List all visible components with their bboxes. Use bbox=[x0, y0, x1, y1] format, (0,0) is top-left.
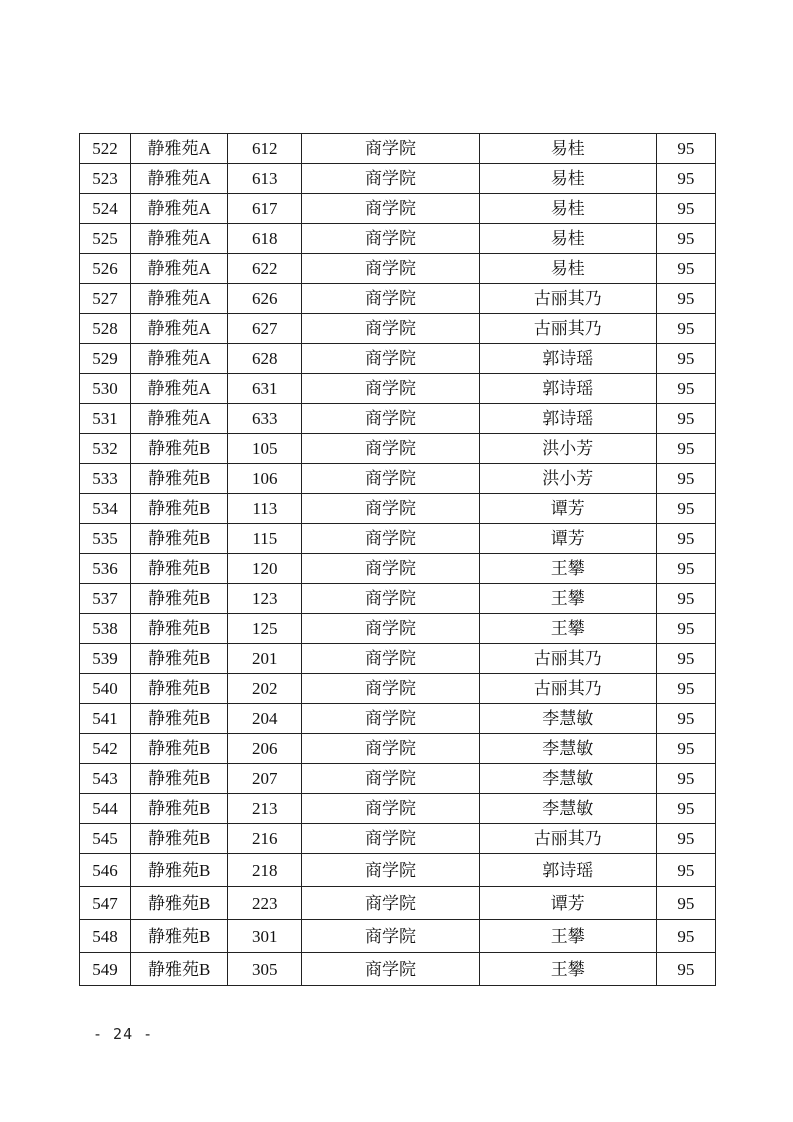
cell-building: 静雅苑A bbox=[131, 224, 228, 254]
cell-building: 静雅苑A bbox=[131, 374, 228, 404]
cell-college: 商学院 bbox=[302, 254, 479, 284]
cell-name: 易桂 bbox=[479, 254, 656, 284]
cell-number: 528 bbox=[80, 314, 131, 344]
cell-room: 631 bbox=[228, 374, 302, 404]
cell-number: 535 bbox=[80, 524, 131, 554]
cell-name: 易桂 bbox=[479, 134, 656, 164]
table-row bbox=[80, 134, 716, 164]
cell-number: 534 bbox=[80, 494, 131, 524]
cell-number: 540 bbox=[80, 674, 131, 704]
cell-name: 王攀 bbox=[479, 554, 656, 584]
cell-building: 静雅苑B bbox=[131, 704, 228, 734]
cell-number: 543 bbox=[80, 764, 131, 794]
cell-building: 静雅苑B bbox=[131, 554, 228, 584]
cell-name: 易桂 bbox=[479, 194, 656, 224]
table-row bbox=[80, 464, 716, 494]
cell-building: 静雅苑B bbox=[131, 764, 228, 794]
cell-score: 95 bbox=[656, 554, 715, 584]
cell-score: 95 bbox=[656, 764, 715, 794]
table-row bbox=[80, 344, 716, 374]
cell-number: 536 bbox=[80, 554, 131, 584]
cell-score: 95 bbox=[656, 614, 715, 644]
cell-building: 静雅苑B bbox=[131, 494, 228, 524]
cell-number: 532 bbox=[80, 434, 131, 464]
table-row bbox=[80, 704, 716, 734]
table-row bbox=[80, 374, 716, 404]
cell-building: 静雅苑A bbox=[131, 164, 228, 194]
cell-room: 301 bbox=[228, 920, 302, 953]
cell-name: 谭芳 bbox=[479, 524, 656, 554]
cell-score: 95 bbox=[656, 824, 715, 854]
cell-room: 223 bbox=[228, 887, 302, 920]
cell-score: 95 bbox=[656, 794, 715, 824]
cell-room: 218 bbox=[228, 854, 302, 887]
cell-room: 105 bbox=[228, 434, 302, 464]
cell-college: 商学院 bbox=[302, 854, 479, 887]
cell-score: 95 bbox=[656, 584, 715, 614]
cell-name: 郭诗瑶 bbox=[479, 404, 656, 434]
cell-score: 95 bbox=[656, 674, 715, 704]
cell-name: 李慧敏 bbox=[479, 794, 656, 824]
cell-room: 613 bbox=[228, 164, 302, 194]
cell-building: 静雅苑B bbox=[131, 887, 228, 920]
cell-score: 95 bbox=[656, 887, 715, 920]
cell-number: 522 bbox=[80, 134, 131, 164]
cell-score: 95 bbox=[656, 374, 715, 404]
cell-college: 商学院 bbox=[302, 584, 479, 614]
cell-college: 商学院 bbox=[302, 764, 479, 794]
table-row bbox=[80, 554, 716, 584]
cell-score: 95 bbox=[656, 164, 715, 194]
cell-score: 95 bbox=[656, 704, 715, 734]
cell-number: 542 bbox=[80, 734, 131, 764]
cell-number: 545 bbox=[80, 824, 131, 854]
cell-college: 商学院 bbox=[302, 374, 479, 404]
cell-score: 95 bbox=[656, 920, 715, 953]
cell-score: 95 bbox=[656, 344, 715, 374]
page-number: - 24 - bbox=[93, 1025, 154, 1043]
cell-college: 商学院 bbox=[302, 284, 479, 314]
cell-college: 商学院 bbox=[302, 824, 479, 854]
cell-college: 商学院 bbox=[302, 434, 479, 464]
cell-building: 静雅苑B bbox=[131, 644, 228, 674]
table-row bbox=[80, 164, 716, 194]
cell-score: 95 bbox=[656, 734, 715, 764]
table-row bbox=[80, 494, 716, 524]
cell-number: 546 bbox=[80, 854, 131, 887]
table-row bbox=[80, 764, 716, 794]
cell-building: 静雅苑B bbox=[131, 614, 228, 644]
cell-college: 商学院 bbox=[302, 644, 479, 674]
cell-number: 525 bbox=[80, 224, 131, 254]
cell-name: 李慧敏 bbox=[479, 734, 656, 764]
cell-score: 95 bbox=[656, 194, 715, 224]
table-row bbox=[80, 224, 716, 254]
cell-room: 125 bbox=[228, 614, 302, 644]
cell-building: 静雅苑B bbox=[131, 674, 228, 704]
cell-name: 古丽其乃 bbox=[479, 824, 656, 854]
cell-college: 商学院 bbox=[302, 194, 479, 224]
cell-score: 95 bbox=[656, 254, 715, 284]
cell-college: 商学院 bbox=[302, 164, 479, 194]
cell-college: 商学院 bbox=[302, 887, 479, 920]
cell-building: 静雅苑A bbox=[131, 284, 228, 314]
cell-name: 郭诗瑶 bbox=[479, 344, 656, 374]
cell-number: 541 bbox=[80, 704, 131, 734]
cell-number: 533 bbox=[80, 464, 131, 494]
cell-room: 622 bbox=[228, 254, 302, 284]
cell-building: 静雅苑A bbox=[131, 404, 228, 434]
cell-name: 王攀 bbox=[479, 614, 656, 644]
cell-college: 商学院 bbox=[302, 734, 479, 764]
cell-score: 95 bbox=[656, 284, 715, 314]
cell-room: 207 bbox=[228, 764, 302, 794]
cell-score: 95 bbox=[656, 314, 715, 344]
cell-name: 洪小芳 bbox=[479, 464, 656, 494]
cell-room: 201 bbox=[228, 644, 302, 674]
table-row bbox=[80, 194, 716, 224]
cell-number: 530 bbox=[80, 374, 131, 404]
table-row bbox=[80, 794, 716, 824]
cell-name: 王攀 bbox=[479, 920, 656, 953]
table-row bbox=[80, 584, 716, 614]
cell-room: 305 bbox=[228, 953, 302, 986]
cell-college: 商学院 bbox=[302, 464, 479, 494]
cell-name: 古丽其乃 bbox=[479, 314, 656, 344]
cell-number: 529 bbox=[80, 344, 131, 374]
cell-name: 古丽其乃 bbox=[479, 284, 656, 314]
cell-building: 静雅苑B bbox=[131, 920, 228, 953]
cell-room: 204 bbox=[228, 704, 302, 734]
cell-building: 静雅苑B bbox=[131, 584, 228, 614]
table-row bbox=[80, 824, 716, 854]
cell-score: 95 bbox=[656, 494, 715, 524]
cell-room: 216 bbox=[228, 824, 302, 854]
cell-score: 95 bbox=[656, 854, 715, 887]
cell-score: 95 bbox=[656, 404, 715, 434]
table-row bbox=[80, 953, 716, 986]
cell-room: 626 bbox=[228, 284, 302, 314]
cell-name: 易桂 bbox=[479, 164, 656, 194]
cell-college: 商学院 bbox=[302, 554, 479, 584]
cell-room: 633 bbox=[228, 404, 302, 434]
cell-room: 123 bbox=[228, 584, 302, 614]
cell-number: 547 bbox=[80, 887, 131, 920]
cell-building: 静雅苑B bbox=[131, 464, 228, 494]
cell-number: 538 bbox=[80, 614, 131, 644]
cell-college: 商学院 bbox=[302, 794, 479, 824]
table-row bbox=[80, 887, 716, 920]
cell-name: 谭芳 bbox=[479, 887, 656, 920]
cell-college: 商学院 bbox=[302, 134, 479, 164]
cell-score: 95 bbox=[656, 224, 715, 254]
cell-room: 120 bbox=[228, 554, 302, 584]
cell-building: 静雅苑B bbox=[131, 953, 228, 986]
cell-college: 商学院 bbox=[302, 314, 479, 344]
table-row bbox=[80, 434, 716, 464]
table-row bbox=[80, 614, 716, 644]
cell-score: 95 bbox=[656, 953, 715, 986]
cell-building: 静雅苑B bbox=[131, 824, 228, 854]
cell-name: 李慧敏 bbox=[479, 764, 656, 794]
cell-college: 商学院 bbox=[302, 344, 479, 374]
table-row bbox=[80, 284, 716, 314]
cell-building: 静雅苑A bbox=[131, 254, 228, 284]
dorm-score-table bbox=[79, 133, 716, 986]
cell-name: 王攀 bbox=[479, 584, 656, 614]
cell-name: 王攀 bbox=[479, 953, 656, 986]
cell-name: 谭芳 bbox=[479, 494, 656, 524]
table-body bbox=[80, 134, 716, 986]
cell-room: 113 bbox=[228, 494, 302, 524]
cell-room: 618 bbox=[228, 224, 302, 254]
cell-number: 523 bbox=[80, 164, 131, 194]
cell-number: 527 bbox=[80, 284, 131, 314]
cell-building: 静雅苑A bbox=[131, 314, 228, 344]
table-row bbox=[80, 404, 716, 434]
cell-college: 商学院 bbox=[302, 704, 479, 734]
cell-score: 95 bbox=[656, 134, 715, 164]
table-row bbox=[80, 524, 716, 554]
table-row bbox=[80, 734, 716, 764]
cell-room: 213 bbox=[228, 794, 302, 824]
cell-room: 106 bbox=[228, 464, 302, 494]
cell-room: 628 bbox=[228, 344, 302, 374]
table-row bbox=[80, 254, 716, 284]
cell-room: 617 bbox=[228, 194, 302, 224]
cell-name: 郭诗瑶 bbox=[479, 374, 656, 404]
cell-score: 95 bbox=[656, 464, 715, 494]
cell-number: 548 bbox=[80, 920, 131, 953]
cell-room: 612 bbox=[228, 134, 302, 164]
cell-name: 古丽其乃 bbox=[479, 644, 656, 674]
cell-score: 95 bbox=[656, 644, 715, 674]
cell-score: 95 bbox=[656, 524, 715, 554]
cell-college: 商学院 bbox=[302, 953, 479, 986]
cell-number: 544 bbox=[80, 794, 131, 824]
cell-building: 静雅苑B bbox=[131, 434, 228, 464]
cell-room: 206 bbox=[228, 734, 302, 764]
cell-college: 商学院 bbox=[302, 614, 479, 644]
cell-number: 537 bbox=[80, 584, 131, 614]
table-row bbox=[80, 314, 716, 344]
cell-room: 202 bbox=[228, 674, 302, 704]
cell-score: 95 bbox=[656, 434, 715, 464]
cell-college: 商学院 bbox=[302, 674, 479, 704]
cell-number: 539 bbox=[80, 644, 131, 674]
cell-number: 531 bbox=[80, 404, 131, 434]
cell-name: 洪小芳 bbox=[479, 434, 656, 464]
cell-building: 静雅苑B bbox=[131, 524, 228, 554]
table-row bbox=[80, 920, 716, 953]
cell-building: 静雅苑B bbox=[131, 734, 228, 764]
table-row bbox=[80, 644, 716, 674]
table-row bbox=[80, 674, 716, 704]
cell-college: 商学院 bbox=[302, 524, 479, 554]
cell-number: 524 bbox=[80, 194, 131, 224]
cell-room: 627 bbox=[228, 314, 302, 344]
cell-name: 郭诗瑶 bbox=[479, 854, 656, 887]
cell-college: 商学院 bbox=[302, 920, 479, 953]
cell-room: 115 bbox=[228, 524, 302, 554]
cell-college: 商学院 bbox=[302, 494, 479, 524]
cell-number: 526 bbox=[80, 254, 131, 284]
table-row bbox=[80, 854, 716, 887]
cell-building: 静雅苑A bbox=[131, 344, 228, 374]
cell-number: 549 bbox=[80, 953, 131, 986]
cell-college: 商学院 bbox=[302, 224, 479, 254]
cell-building: 静雅苑B bbox=[131, 794, 228, 824]
cell-name: 古丽其乃 bbox=[479, 674, 656, 704]
cell-building: 静雅苑A bbox=[131, 134, 228, 164]
cell-building: 静雅苑A bbox=[131, 194, 228, 224]
cell-name: 李慧敏 bbox=[479, 704, 656, 734]
cell-name: 易桂 bbox=[479, 224, 656, 254]
cell-building: 静雅苑B bbox=[131, 854, 228, 887]
cell-college: 商学院 bbox=[302, 404, 479, 434]
